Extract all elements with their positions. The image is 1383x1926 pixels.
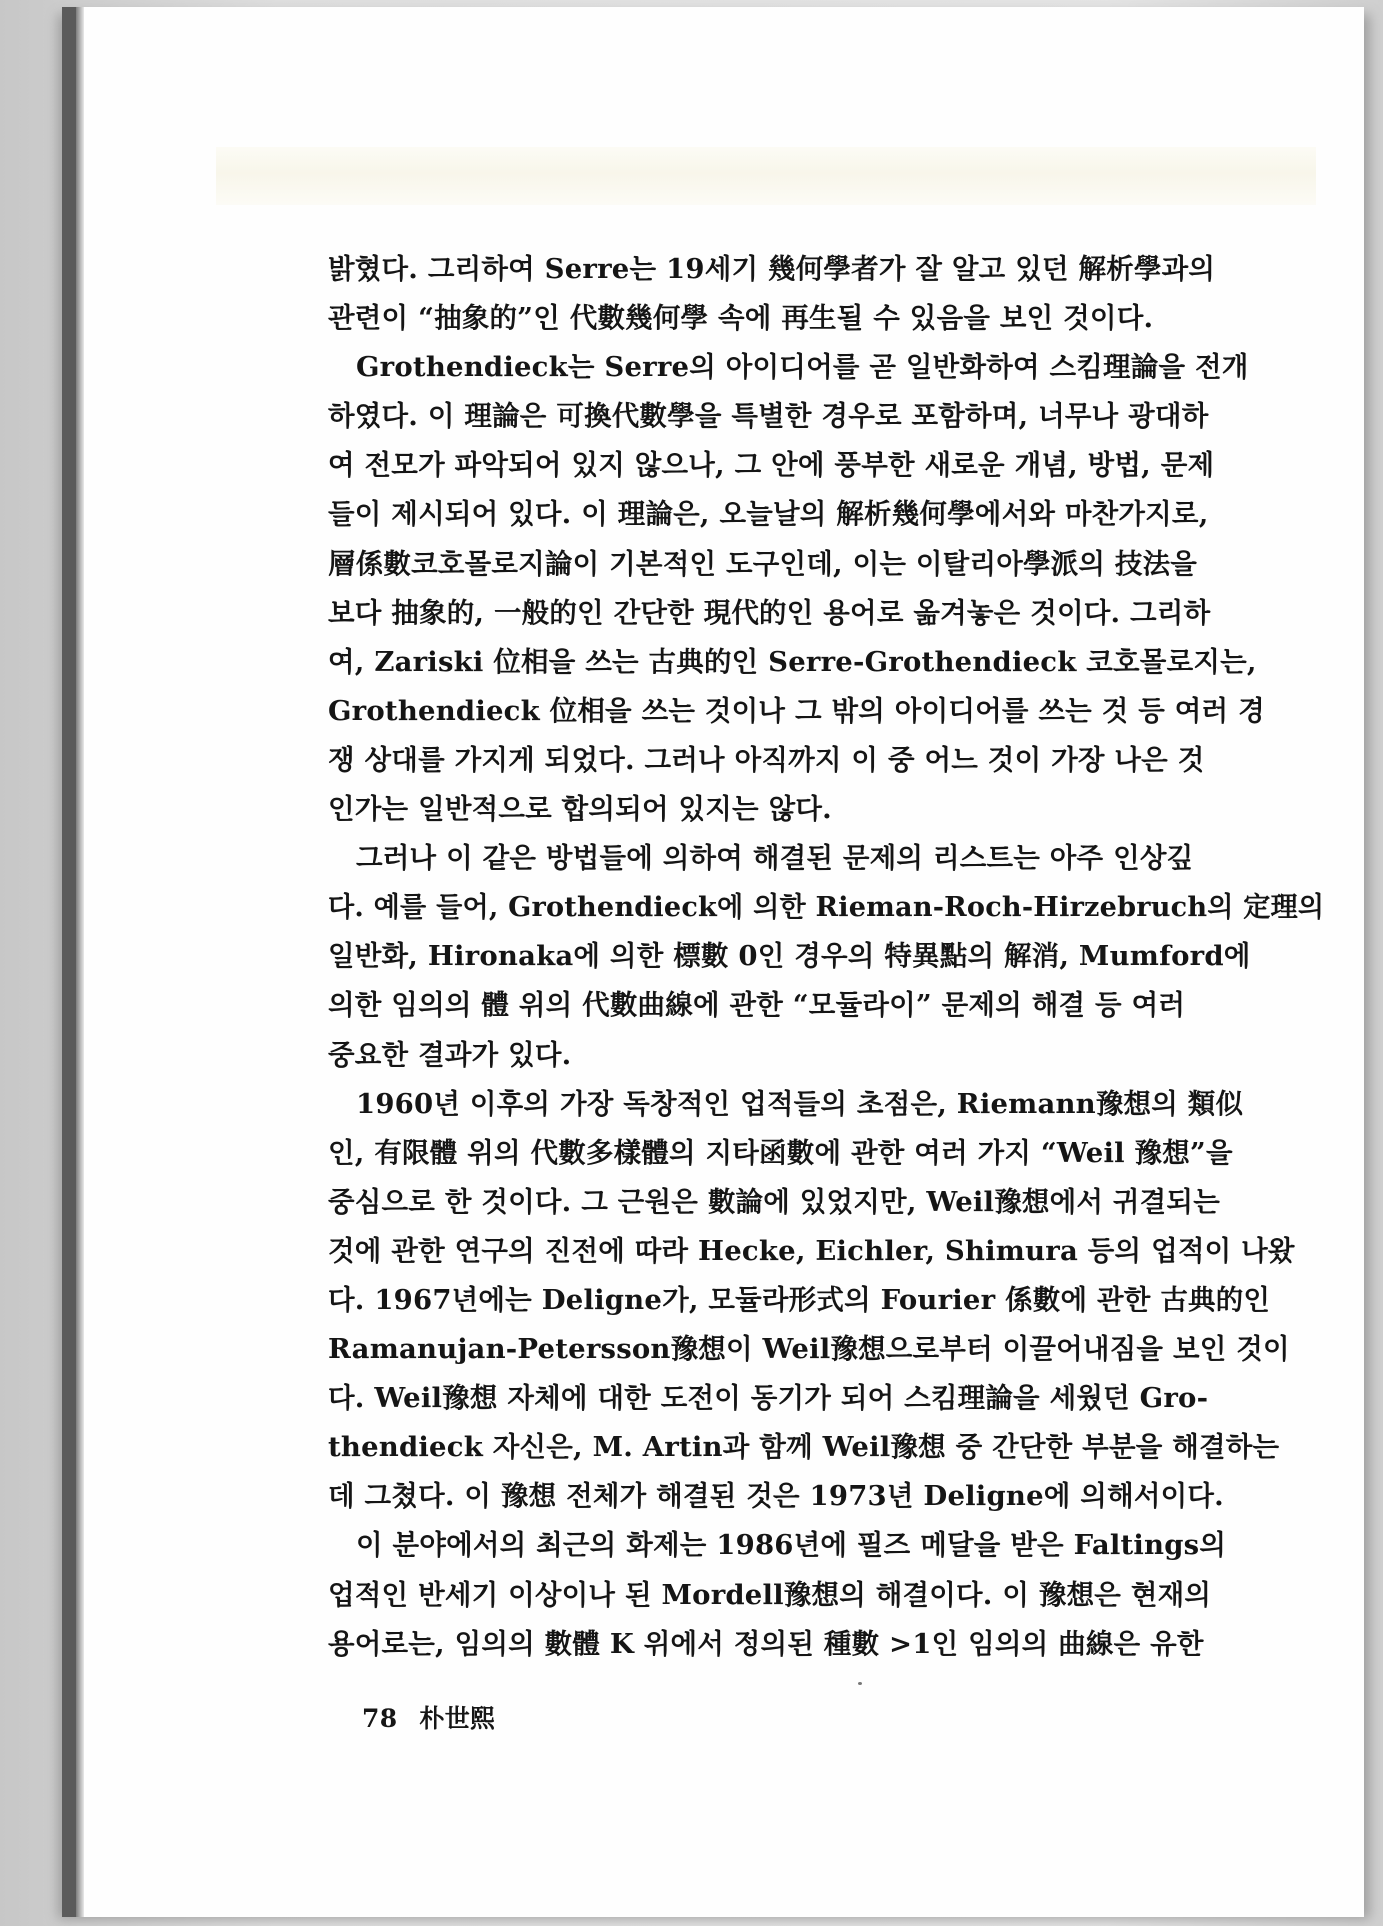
text-line: 인가는 일반적으로 합의되어 있지는 않다. <box>328 793 832 826</box>
text-line: 하였다. 이 理論은 可換代數學을 특별한 경우로 포함하며, 너무나 광대하 <box>328 400 1209 433</box>
text-line: 쟁 상대를 가지게 되었다. 그러나 아직까지 이 중 어느 것이 가장 나은 것 <box>328 743 1205 776</box>
text-line: 것에 관한 연구의 진전에 따라 Hecke, Eichler, Shimura 등의 업적이 나왔 <box>328 1234 1295 1267</box>
text-line: Grothendieck 位相을 쓰는 것이나 그 밖의 아이디어를 쓰는 것 등 여러 경 <box>328 694 1265 727</box>
text-line: 중심으로 한 것이다. 그 근원은 數論에 있었지만, Weil豫想에서 귀결되는 <box>328 1185 1220 1218</box>
paragraph <box>328 834 1324 1079</box>
text-line: 밝혔다. 그리하여 Serre는 19세기 幾何學者가 잘 알고 있던 解析學과의 <box>328 253 1216 285</box>
text-line: Grothendieck는 Serre의 아이디어를 곧 일반화하여 스킴理論을 전개 <box>356 351 1249 384</box>
paragraph <box>328 245 1324 343</box>
text-line: 중요한 결과가 있다. <box>328 1038 572 1071</box>
scan-speck <box>858 1682 862 1685</box>
text-line: 1960년 이후의 가장 독창적인 업적들의 초점은, Riemann豫想의 類似 <box>356 1087 1244 1120</box>
text-line: Ramanujan-Petersson豫想이 Weil豫想으로부터 이끌어내짐을 보인 것이 <box>328 1333 1290 1366</box>
body-text <box>328 245 1324 1669</box>
text-line: 다. 예를 들어, Grothendieck에 의한 Rieman-Roch-Hirzebruch의 定理의 <box>328 891 1325 924</box>
text-line: 層係數코호몰로지論이 기본적인 도구인데, 이는 이탈리아學派의 技法을 <box>328 547 1198 580</box>
paragraph <box>328 1080 1324 1522</box>
text-line: thendieck 자신은, M. Artin과 함께 Weil豫想 중 간단한 부분을 해결하는 <box>328 1431 1280 1464</box>
text-line: 다. 1967년에는 Deligne가, 모듈라形式의 Fourier 係數에 관한 古典的인 <box>328 1283 1271 1316</box>
page-number: 78 <box>362 1704 398 1733</box>
scan-tint-band <box>216 147 1316 205</box>
text-line: 데 그쳤다. 이 豫想 전체가 해결된 것은 1973년 Deligne에 의해서이다. <box>328 1480 1224 1513</box>
running-author: 朴世熙 <box>419 1704 496 1733</box>
paragraph <box>328 1521 1324 1668</box>
text-line: 그러나 이 같은 방법들에 의하여 해결된 문제의 리스트는 아주 인상깊 <box>356 842 1194 875</box>
text-line: 일반화, Hironaka에 의한 標數 0인 경우의 特異點의 解消, Mumford에 <box>328 940 1251 973</box>
text-line: 관련이 “抽象的”인 代數幾何學 속에 再生될 수 있음을 보인 것이다. <box>328 302 1154 335</box>
text-line: 업적인 반세기 이상이나 된 Mordell豫想의 해결이다. 이 豫想은 현재의 <box>328 1578 1212 1611</box>
page-footer <box>362 1699 517 1735</box>
book-page <box>62 7 1364 1917</box>
paragraph <box>328 343 1324 834</box>
text-line: 인, 有限體 위의 代數多樣體의 지타函數에 관한 여러 가지 “Weil 豫想”을 <box>328 1136 1233 1169</box>
text-line: 보다 抽象的, 一般的인 간단한 現代的인 용어로 옮겨놓은 것이다. 그리하 <box>328 596 1211 629</box>
text-line: 다. Weil豫想 자체에 대한 도전이 동기가 되어 스킴理論을 세웠던 Gro- <box>328 1382 1209 1415</box>
text-line: 이 분야에서의 최근의 화제는 1986년에 필즈 메달을 받은 Faltings의 <box>356 1529 1227 1562</box>
text-line: 들이 제시되어 있다. 이 理論은, 오늘날의 解析幾何學에서와 마찬가지로, <box>328 498 1209 531</box>
text-line: 용어로는, 임의의 數體 K 위에서 정의된 種數 >1인 임의의 曲線은 유한 <box>328 1627 1204 1660</box>
text-line: 여, Zariski 位相을 쓰는 古典的인 Serre-Grothendieck 코호몰로지는, <box>328 645 1257 678</box>
page-binding-edge <box>76 7 84 1917</box>
text-line: 여 전모가 파악되어 있지 않으나, 그 안에 풍부한 새로운 개념, 방법, 문제 <box>328 449 1215 482</box>
text-line: 의한 임의의 體 위의 代數曲線에 관한 “모듈라이” 문제의 해결 등 여러 <box>328 989 1186 1022</box>
